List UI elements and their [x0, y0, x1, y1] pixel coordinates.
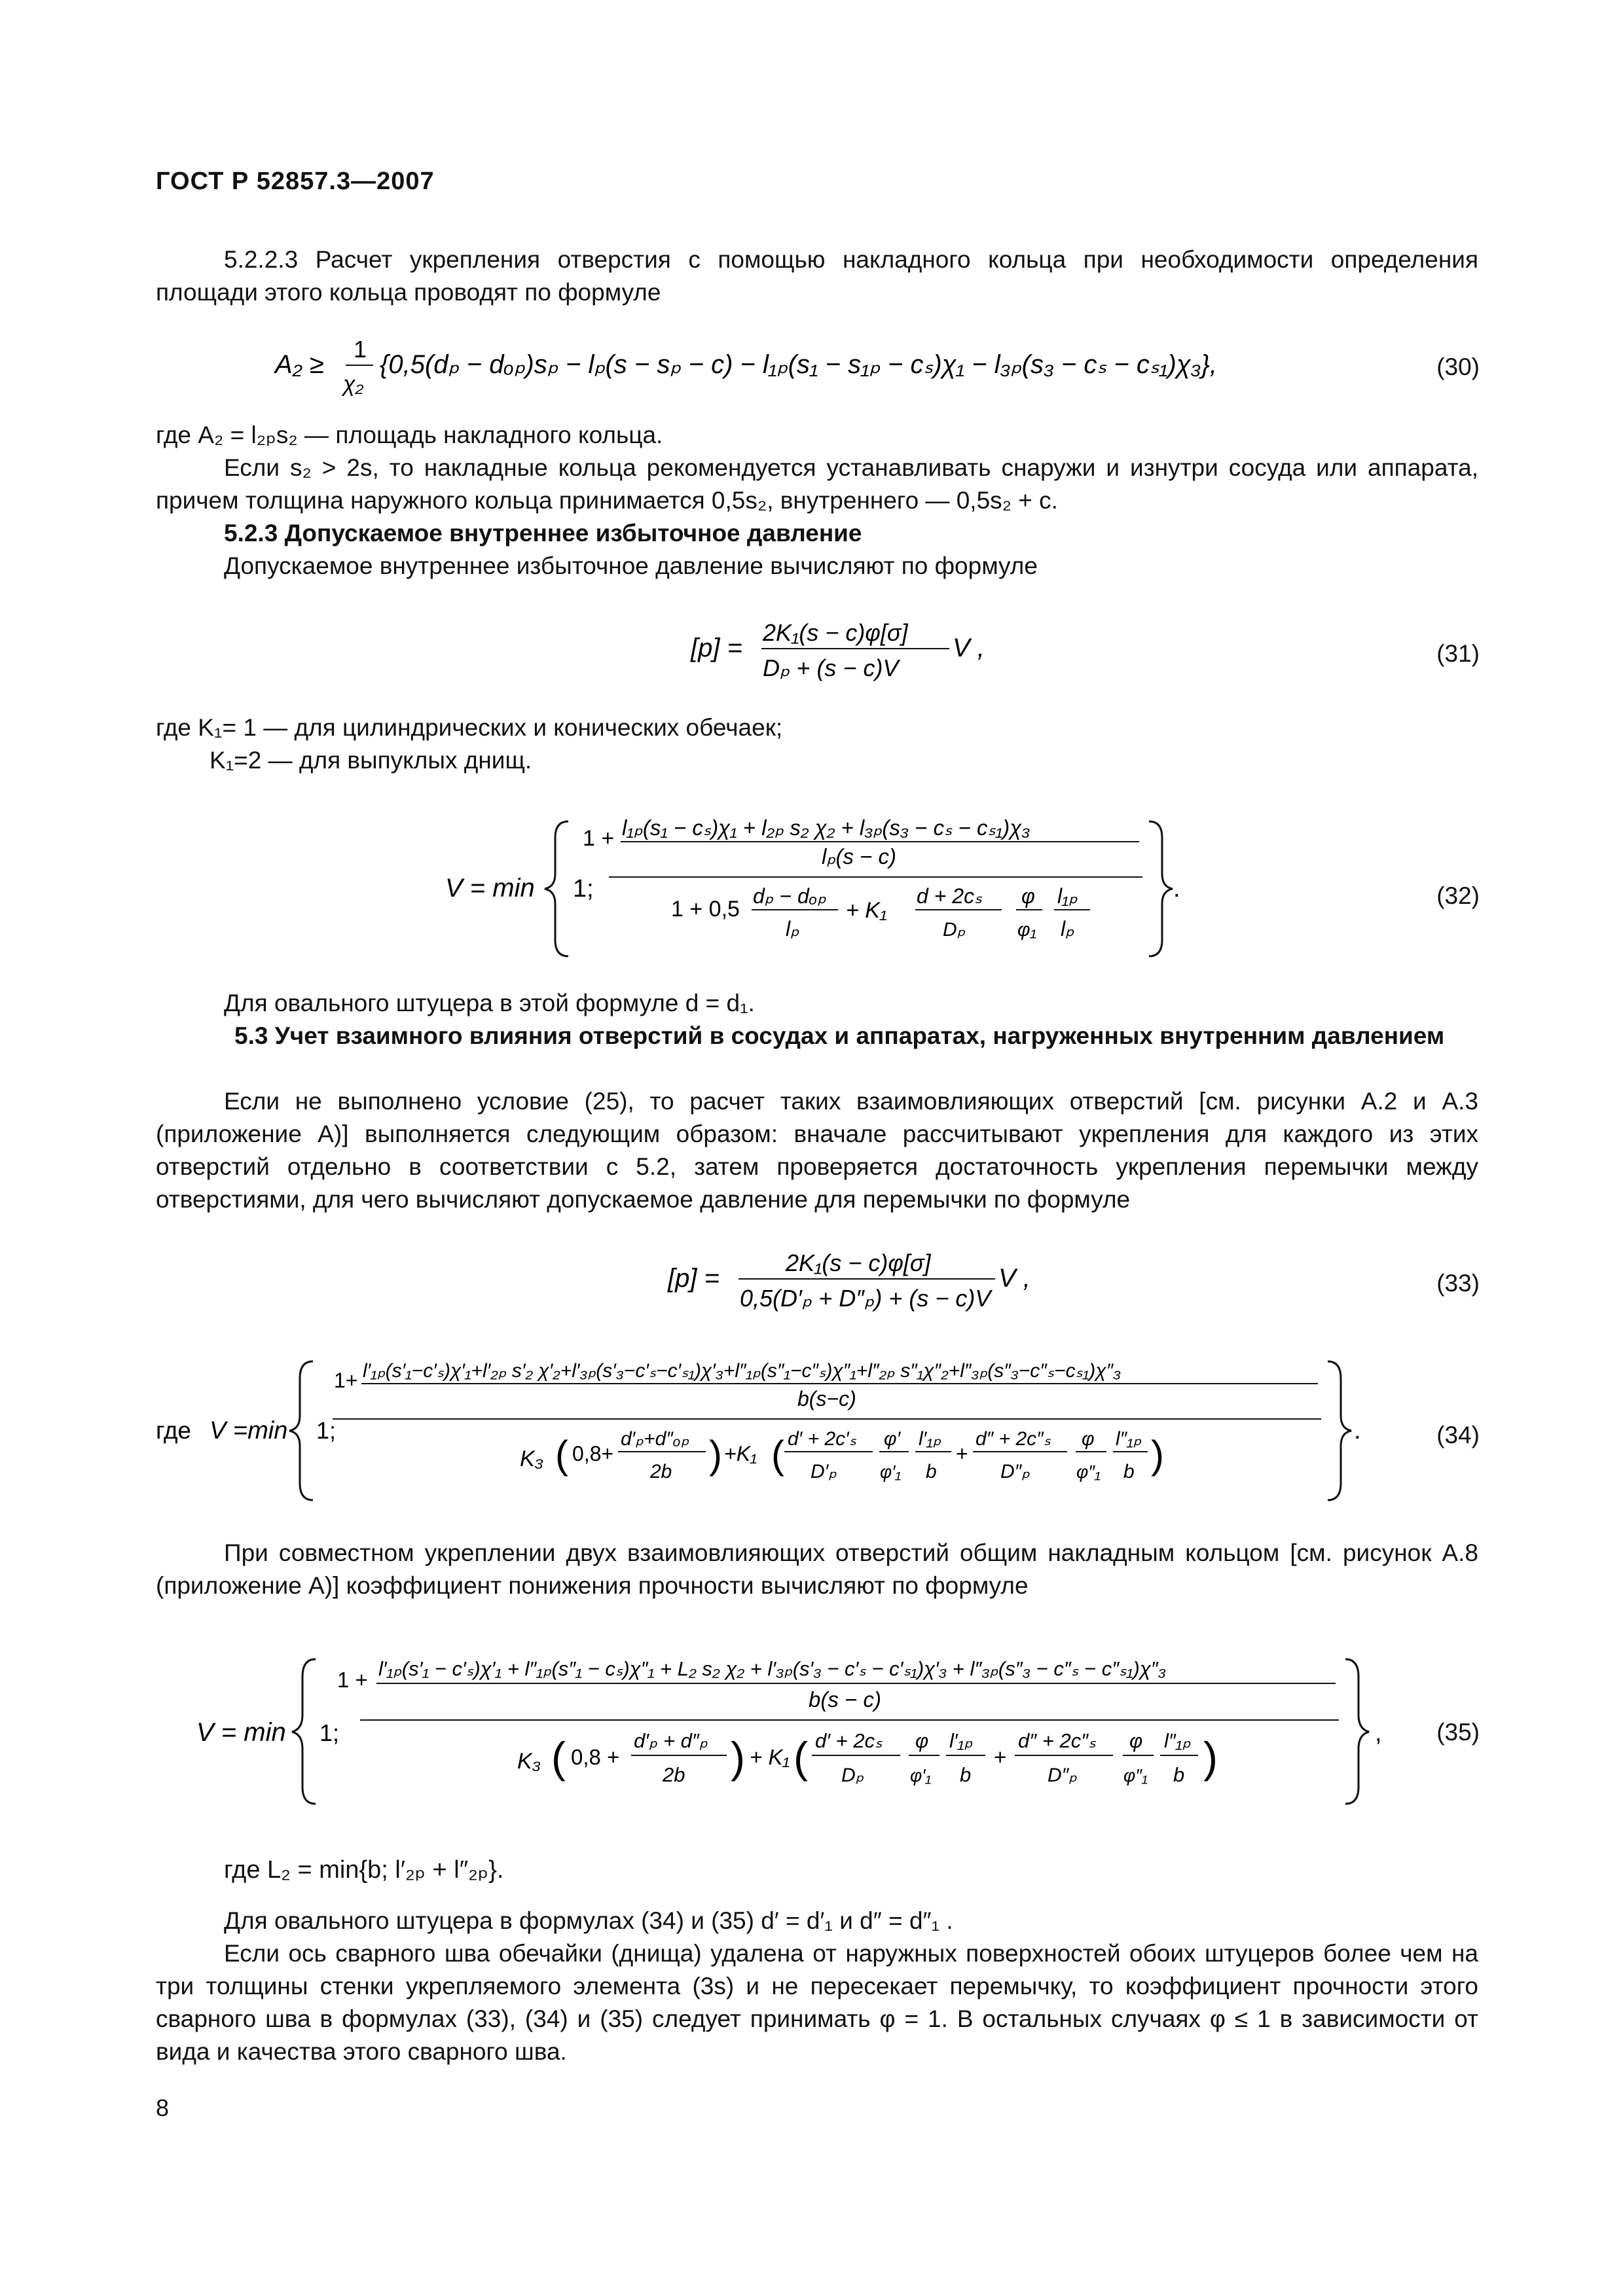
eq-number-30: (30)	[1436, 353, 1480, 380]
formula-31-num: 2K₁(s − c)φ[σ]	[763, 619, 908, 646]
formula-35-d-den: D″ₚ	[1048, 1765, 1078, 1786]
formula-35-d-num: d″ + 2c″ₛ	[1018, 1729, 1096, 1752]
formula-34-brace-right	[1328, 1361, 1351, 1500]
formula-35-a-num: d′ + 2cₛ	[815, 1729, 883, 1752]
formula-34-brace-left	[289, 1361, 313, 1500]
formula-34-c-num: l′₁ₚ	[919, 1428, 941, 1450]
formula-32-f1-num: dₚ − dₒₚ	[753, 884, 827, 908]
formula-35-b-num: φ	[915, 1729, 929, 1752]
formula-35-k: + K₁	[750, 1745, 790, 1769]
formula-32-brace-left	[545, 821, 568, 956]
formula-30-num: 1	[354, 336, 367, 363]
formula-34	[156, 1354, 1387, 1511]
formula-34-top-den: b(s−c)	[797, 1387, 856, 1410]
formula-33-den: 0,5(D′ₚ + D″ₚ) + (s − c)V	[740, 1285, 991, 1312]
paragraph-common-ring: При совместном укреплении двух взаимовлияющих отверстий общим накладным кольцом [см. рисунок А.8 (приложение А)] коэффициент понижения прочности вычисляют по формуле	[156, 1539, 1478, 1599]
formula-34-b-num: φ′	[884, 1428, 901, 1450]
formula-34-e-den: φ″₁	[1076, 1462, 1101, 1482]
svg-text:): )	[731, 1733, 745, 1782]
paragraph-weld: Если ось сварного шва обечайки (днища) удалена от наружных поверхностей обоих штуцеров более чем на три толщины стенки укрепляемого элемента (3s) и не пересекает перемычку, то коэффициент прочности этого сварного шва в формулах (33), (34) и (35) следует принимать φ = 1. В остальных случаях φ ≤ 1 в зависимости от вида и качества этого сварного шва.	[156, 1940, 1478, 2065]
svg-text:(: (	[771, 1433, 784, 1477]
formula-35	[196, 1649, 1388, 1813]
formula-35-in: 0,8 +	[571, 1745, 620, 1769]
formula-34-f1-den: 2b	[650, 1461, 672, 1482]
formula-34-one: 1;	[316, 1417, 337, 1444]
formula-35-brace-left	[292, 1659, 316, 1804]
formula-34-e-num: φ	[1082, 1428, 1095, 1450]
formula-31-den: Dₚ + (s − c)V	[763, 655, 899, 681]
formula-34-f-den: b	[1123, 1461, 1135, 1482]
formula-35-a-den: Dₚ	[841, 1765, 864, 1786]
formula-31-tail: V ,	[953, 634, 985, 662]
formula-32-f2-den: Dₚ	[943, 919, 966, 941]
formula-32	[445, 812, 1231, 969]
formula-32-f4-den: lₚ	[1061, 917, 1074, 941]
formula-34-f-num: l″₁ₚ	[1116, 1428, 1142, 1450]
formula-34-c-den: b	[926, 1461, 937, 1482]
formula-32-brace-right	[1149, 821, 1173, 956]
formula-31	[691, 612, 1018, 697]
formula-35-f1-den: 2b	[663, 1763, 685, 1786]
paragraph-rings: Если s₂ > 2s, то накладные кольца рекомендуется устанавливать снаружи и изнутри сосуда или аппарата, причем толщина наружного кольца принимается 0,5s₂, внутреннего — 0,5s₂ + c.	[156, 454, 1478, 514]
document-header: ГОСТ Р 52857.3—2007	[156, 168, 435, 195]
formula-33-lhs: [p] =	[668, 1264, 720, 1293]
formula-35-e-den: φ″₁	[1123, 1765, 1148, 1785]
svg-text:(: (	[551, 1733, 566, 1782]
formula-35-lhs: V = min	[196, 1718, 286, 1747]
formula-30-lhs: A₂ ≥	[275, 350, 324, 379]
formula-35-f-num: l″₁ₚ	[1164, 1729, 1191, 1752]
formula-34-d-den: D″ₚ	[1000, 1461, 1030, 1482]
formula-34-k: +K₁	[724, 1442, 757, 1465]
formula-34-a-den: D′ₚ	[811, 1461, 837, 1482]
formula-32-f3-num: φ	[1021, 884, 1035, 908]
formula-35-one: 1;	[319, 1719, 340, 1746]
svg-text:,: ,	[1375, 1719, 1382, 1747]
formula-35-k3: K₃	[517, 1749, 541, 1774]
formula-32-bot1: 1 + 0,5	[671, 897, 740, 922]
formula-32-f3-den: φ₁	[1017, 919, 1037, 941]
svg-text:(: (	[555, 1433, 568, 1477]
formula-35-e-num: φ	[1129, 1729, 1143, 1752]
svg-text:): )	[1151, 1433, 1164, 1477]
paragraph-5-2-2-3: 5.2.2.3 Расчет укрепления отверстия с помощью накладного кольца при необходимости определения площади этого кольца проводят по формуле	[156, 246, 1478, 306]
formula-34-b-den: φ′₁	[880, 1462, 902, 1482]
formula-33-tail: V ,	[998, 1264, 1030, 1293]
formula-30-den: χ₂	[343, 372, 364, 397]
formula-32-f4-num: l₁ₚ	[1057, 884, 1078, 908]
formula-32-f1-den: lₚ	[786, 917, 799, 941]
paragraph-a2-def: где A₂ = l₂ₚs₂ — площадь накладного кольца.	[156, 422, 663, 448]
formula-35-brace-right	[1345, 1659, 1369, 1804]
formula-32-one: 1;	[573, 875, 594, 903]
heading-5-2-3: 5.2.3 Допускаемое внутреннее избыточное давление	[224, 520, 862, 547]
formula-34-top-num: l′₁ₚ(s′₁−c′ₛ)χ′₁+l′₂ₚ s′₂ χ′₂+l′₃ₚ(s′₃−c′ₛ−c′ₛ₁)χ′₃+l″₁ₚ(s″₁−c″ₛ)χ″₁+l″₂ₚ s″₁χ″₂+l″₃ₚ(s″₃−c″ₛ−cₛ₁)χ″₃	[363, 1360, 1122, 1382]
paragraph-l2-def: где L₂ = min{b; l′₂ₚ + l″₂ₚ}.	[224, 1856, 504, 1884]
formula-35-top-num: l′₁ₚ(s′₁ − c′ₛ)χ′₁ + l″₁ₚ(s″₁ − cₛ)χ″₁ + L₂ s₂ χ₂ + l′₃ₚ(s′₃ − c′ₛ − c′ₛ₁)χ′₃ + l″₃ₚ(s″₃ − c″ₛ − c″ₛ₁)χ″₃	[378, 1657, 1167, 1680]
formula-35-f1-num: d′ₚ + d″ₚ	[634, 1729, 708, 1752]
formula-34-plus: +	[956, 1442, 968, 1465]
paragraph-oval-32: Для овального штуцера в этой формуле d = d₁.	[224, 990, 755, 1016]
formula-33-num: 2K₁(s − c)φ[σ]	[786, 1249, 931, 1276]
page-number: 8	[156, 2094, 170, 2121]
formula-34-a-num: d′ + 2c′ₛ	[788, 1428, 856, 1450]
paragraph-k1-cyl: где K₁= 1 — для цилиндрических и конических обечаек;	[156, 714, 783, 741]
formula-34-k3: K₃	[520, 1446, 544, 1471]
eq-number-35: (35)	[1436, 1719, 1480, 1746]
formula-32-f2-num: d + 2cₛ	[917, 884, 982, 908]
formula-32-top-num: l₁ₚ(s₁ − cₛ)χ₁ + l₂ₚ s₂ χ₂ + l₃ₚ(s₃ − cₛ − cₛ₁)χ₃	[622, 816, 1030, 840]
formula-35-top1: 1 +	[337, 1668, 368, 1692]
formula-34-d-num: d″ + 2c″ₛ	[976, 1428, 1051, 1450]
formula-32-top-den: lₚ(s − c)	[822, 844, 897, 869]
paragraph-pressure-intro: Допускаемое внутреннее избыточное давление вычисляют по формуле	[224, 552, 1038, 579]
formula-35-plus: +	[994, 1745, 1007, 1769]
svg-text:): )	[1203, 1733, 1218, 1782]
eq-number-32: (32)	[1436, 882, 1480, 909]
formula-31-lhs: [p] =	[691, 634, 742, 662]
eq-number-34: (34)	[1436, 1422, 1480, 1448]
formula-35-top-den: b(s − c)	[809, 1687, 881, 1712]
formula-35-f-den: b	[1173, 1763, 1185, 1786]
formula-30	[275, 334, 1388, 412]
formula-34-in: 0,8+	[572, 1442, 614, 1465]
eq-number-31: (31)	[1436, 640, 1480, 667]
formula-35-b-den: φ′₁	[910, 1765, 932, 1785]
formula-34-f1-num: d′ₚ+d″ₒₚ	[621, 1428, 689, 1450]
formula-32-top1: 1 +	[583, 826, 615, 851]
paragraph-k1-heads: K₁=2 — для выпуклых днищ.	[210, 747, 532, 774]
paragraph-oval-34-35: Для овального штуцера в формулах (34) и (35) d′ = d′₁ и d″ = d″₁ .	[224, 1907, 953, 1934]
eq-number-33: (33)	[1436, 1270, 1480, 1297]
formula-34-where: где	[156, 1417, 192, 1444]
formula-34-lhs: V =min	[210, 1417, 288, 1444]
formula-35-c-num: l′₁ₚ	[949, 1729, 973, 1752]
svg-text:(: (	[793, 1733, 808, 1782]
formula-35-c-den: b	[960, 1763, 972, 1786]
formula-30-body: {0,5(dₚ − dₒₚ)sₚ − lₚ(s − sₚ − c) − l₁ₚ(s₁ − s₁ₚ − cₛ)χ₁ − l₃ₚ(s₃ − cₛ − cₛ₁)χ₃},	[380, 350, 1217, 379]
formula-33	[668, 1242, 1061, 1327]
formula-32-lhs: V = min	[445, 874, 535, 903]
svg-text:): )	[709, 1433, 722, 1477]
formula-32-end: .	[1173, 875, 1180, 903]
paragraph-mutual-holes: Если не выполнено условие (25), то расчет таких взаимовлияющих отверстий [см. рисунки А.2 и А.3 (приложение А)] выполняется следующим образом: вначале рассчитывают укрепления для каждого из этих отверстий отдельно в соответствии с 5.2, затем проверяется достаточность укрепления перемычки между отверстиями, для чего вычисляют допускаемое давление для перемычки по формуле	[156, 1088, 1478, 1213]
formula-32-k: + K₁	[846, 898, 887, 923]
svg-text:.: .	[1354, 1417, 1361, 1444]
formula-34-top1: 1+	[334, 1369, 358, 1392]
heading-5-3: 5.3 Учет взаимного влияния отверстий в сосудах и аппаратах, нагруженных внутренним давлением	[234, 1022, 1445, 1049]
